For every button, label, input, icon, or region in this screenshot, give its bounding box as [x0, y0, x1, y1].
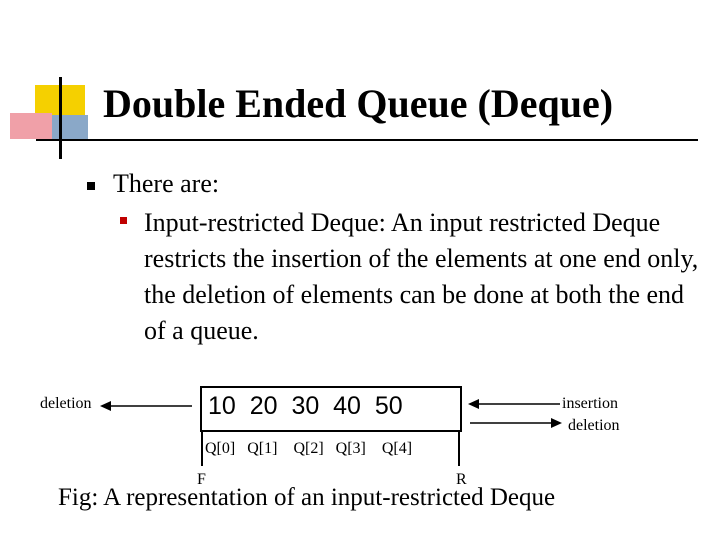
- left-arrow-icon: [100, 399, 192, 413]
- deque-value: 30: [291, 392, 320, 420]
- right-delete-arrow-icon: [470, 416, 562, 430]
- figure-caption: Fig: A representation of an input-restricted Deque: [58, 484, 556, 511]
- front-label: F: [197, 471, 206, 488]
- right-insertion-label: insertion: [562, 395, 618, 412]
- left-deletion-label: deletion: [40, 395, 92, 412]
- front-pointer-line: [201, 432, 203, 466]
- bullet-text-level1: There are:: [113, 169, 220, 198]
- deque-value: 10: [208, 392, 236, 420]
- slide-title: Double Ended Queue (Deque): [103, 81, 614, 126]
- bullet-text-level2: Input-restricted Deque: An input restricted Deque restricts the insertion of the elements at one end only, the deletion of elements can be done at both the end of a queue.: [144, 208, 699, 345]
- deque-value: 50: [374, 392, 403, 420]
- index-label: Q[4]: [381, 440, 413, 457]
- decor-vertical-line: [59, 77, 62, 159]
- bullet-square-red-icon: [120, 217, 127, 224]
- deque-values: [208, 392, 403, 421]
- rear-label: R: [456, 471, 467, 488]
- decor-red-rect: [10, 113, 52, 139]
- rear-pointer-line: [458, 432, 460, 466]
- deque-value: 40: [333, 392, 361, 420]
- title-underline: [36, 139, 698, 141]
- decor-blue-rect: [52, 115, 88, 141]
- index-label: Q[2]: [293, 440, 324, 457]
- right-deletion-label: deletion: [568, 417, 620, 434]
- deque-indices: [205, 440, 412, 458]
- index-label: Q[3]: [335, 440, 366, 457]
- deque-value: 20: [249, 392, 278, 420]
- right-insert-arrow-icon: [468, 397, 560, 411]
- bullet-square-icon: [87, 182, 95, 190]
- index-label: Q[0]: [205, 440, 236, 457]
- index-label: Q[1]: [247, 440, 278, 457]
